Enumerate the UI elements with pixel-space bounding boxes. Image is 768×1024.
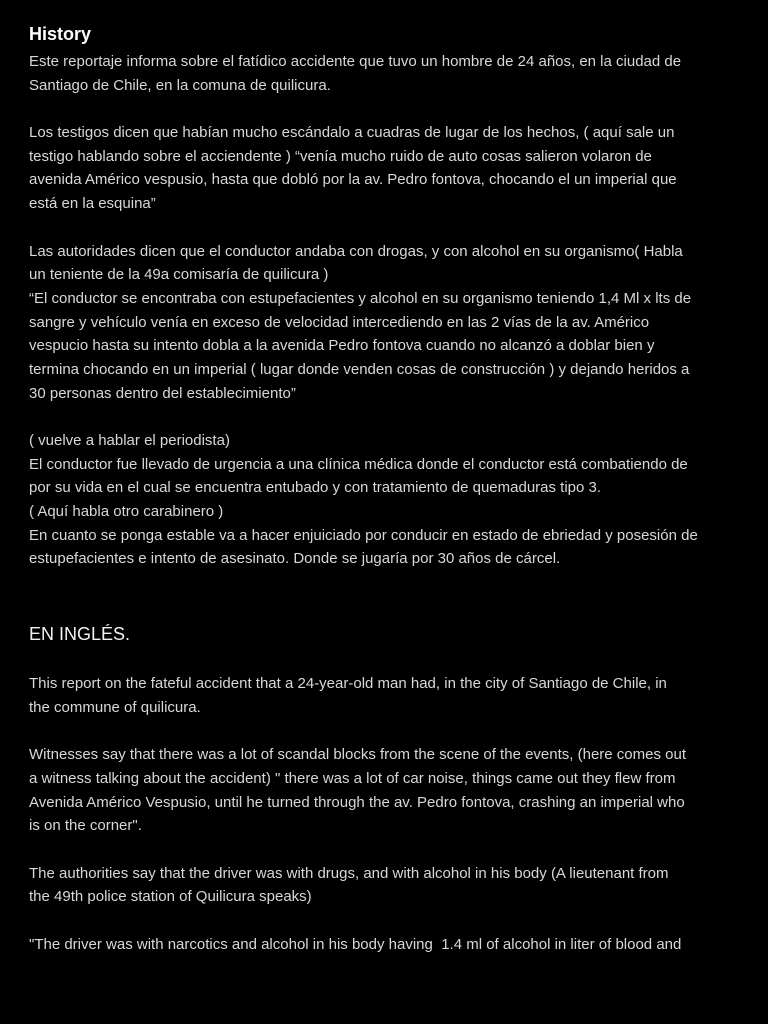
text-line: The authorities say that the driver was with drugs, and with alcohol in his body (A lieutenant from	[29, 864, 669, 882]
text-line: sangre y vehículo venía en exceso de velocidad intercediendo en las 2 vías de la av. Américo	[29, 313, 650, 331]
paragraph	[29, 743, 759, 838]
text-line: "The driver was with narcotics and alcohol in his body having 1.4 ml of alcohol in liter of blood and	[29, 935, 682, 953]
text-line: El conductor fue llevado de urgencia a una clínica médica donde el conductor está combatiendo de	[29, 455, 688, 473]
text-line: Witnesses say that there was a lot of scandal blocks from the scene of the events, (here comes out	[29, 746, 686, 764]
text-line: ( Aquí habla otro carabinero )	[29, 503, 224, 521]
text-line: the commune of quilicura.	[29, 698, 201, 716]
text-line: ( vuelve a hablar el periodista)	[29, 432, 230, 449]
paragraph	[29, 429, 759, 571]
text-line: 30 personas dentro del establecimiento”	[29, 384, 296, 402]
text-line: a witness talking about the accident) " there was a lot of car noise, things came out they flew from	[29, 769, 676, 787]
text-line: Este reportaje informa sobre el fatídico accidente que tuvo un hombre de 24 años, en la ciudad de	[29, 53, 682, 70]
paragraph	[29, 672, 759, 719]
text-line: por su vida en el cual se encuentra entubado y con tratamiento de quemaduras tipo 3.	[29, 479, 602, 497]
paragraph	[29, 862, 759, 909]
text-line: termina chocando en un imperial ( lugar donde venden cosas de construcción ) y dejando heridos a	[29, 360, 690, 378]
paragraph	[29, 240, 759, 406]
text-line: Santiago de Chile, en la comuna de quilicura.	[29, 76, 331, 94]
text-line: Avenida Américo Vespusio, until he turned through the av. Pedro fontova, crashing an imperial who	[29, 793, 685, 811]
text-line: the 49th police station of Quilicura speaks)	[29, 888, 312, 906]
text-line: vespucio hasta su intento dobla a la avenida Pedro fontova cuando no alcanzó a doblar bien y	[29, 337, 655, 355]
section-heading-english: EN INGLÉS.	[29, 623, 131, 644]
paragraph	[29, 121, 759, 216]
text-line: is on the corner".	[29, 817, 142, 835]
paragraph	[29, 933, 759, 957]
text-line: En cuanto se ponga estable va a hacer enjuiciado por conducir en estado de ebriedad y posesión de	[29, 526, 698, 544]
paragraph	[29, 50, 759, 97]
text-line: está en la esquina”	[29, 195, 156, 213]
note-title: History	[29, 24, 92, 44]
note-editor[interactable]	[29, 22, 759, 980]
text-line: “El conductor se encontraba con estupefacientes y alcohol en su organismo teniendo 1,4 Ml x lts de	[29, 289, 692, 307]
text-line: testigo hablando sobre el acciendente ) “venía mucho ruido de auto cosas salieron volaron de	[29, 147, 652, 165]
text-line: estupefacientes e intento de asesinato. Donde se jugaría por 30 años de cárcel.	[29, 550, 561, 568]
text-line: Los testigos dicen que habían mucho escándalo a cuadras de lugar de los hechos, ( aquí sale un	[29, 124, 675, 142]
text-line: This report on the fateful accident that a 24-year-old man had, in the city of Santiago de Chile, in	[29, 675, 667, 693]
text-line: Las autoridades dicen que el conductor andaba con drogas, y con alcohol en su organismo( Habla	[29, 242, 683, 260]
text-line: avenida Américo vespusio, hasta que dobló por la av. Pedro fontova, chocando el un imperial que	[29, 171, 677, 189]
text-line: un teniente de la 49a comisaría de quilicura )	[29, 266, 329, 284]
